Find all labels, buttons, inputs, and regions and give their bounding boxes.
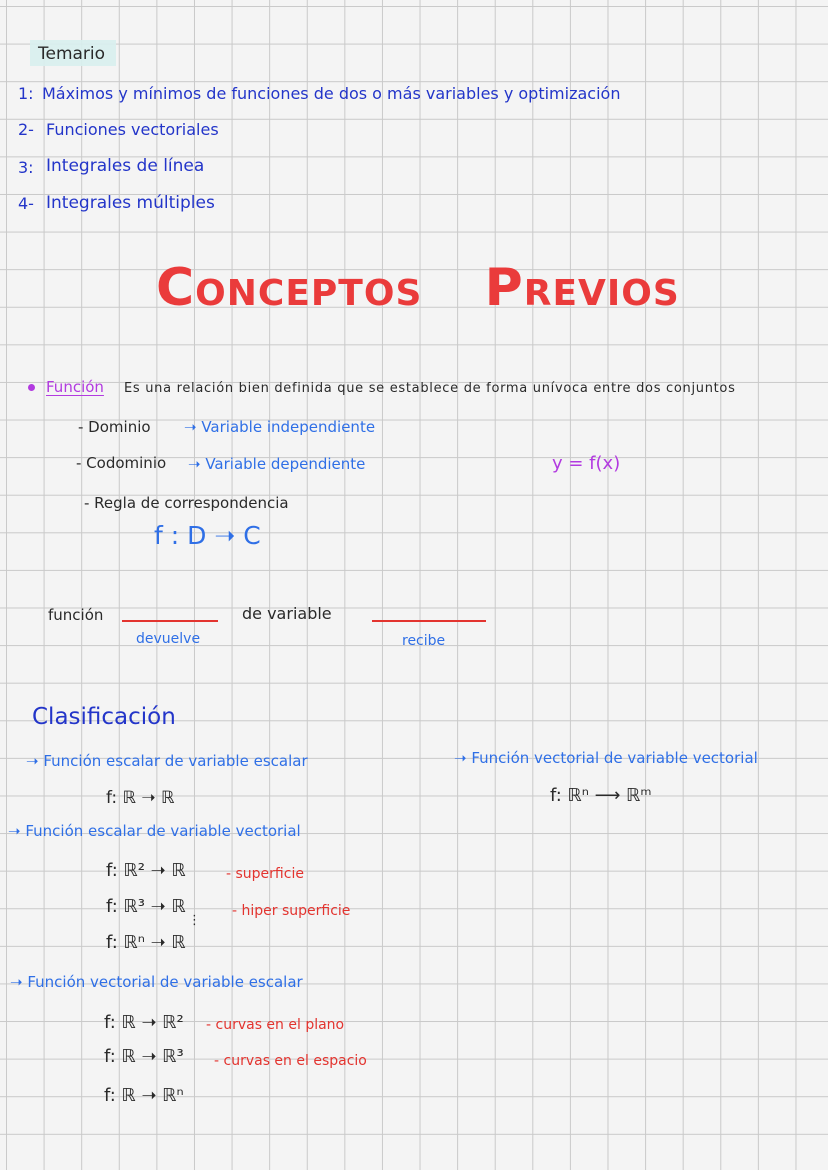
escalar-vectorial-title: ➝ Función escalar de variable vectorial xyxy=(8,822,301,840)
vectorial-escalar-title: ➝ Función vectorial de variable escalar xyxy=(10,973,303,991)
bullet-icon xyxy=(28,384,35,391)
ev-ellipsis: ⋮ xyxy=(188,913,201,928)
ev-formula-3: f: ℝⁿ ➝ ℝ xyxy=(106,932,186,953)
ev-note-1: - superficie xyxy=(226,866,304,882)
title-p2-big: P xyxy=(484,258,524,318)
codominio-label: - Codominio xyxy=(76,454,167,472)
regla-label: - Regla de correspondencia xyxy=(84,494,289,512)
escalar-escalar-formula: f: ℝ ➝ ℝ xyxy=(106,788,175,808)
vectorial-vectorial-title: ➝ Función vectorial de variable vectorial xyxy=(454,749,758,767)
yfx-formula: y = f(x) xyxy=(552,453,621,474)
devuelve-label: devuelve xyxy=(136,631,201,647)
blank-line-recibe xyxy=(372,620,486,622)
temario-item-4-num: 4- xyxy=(18,194,34,213)
funcion-word: función xyxy=(48,606,104,624)
title-p2-rest: REVIOS xyxy=(523,273,680,314)
title-p1-rest: ONCEPTOS xyxy=(195,273,423,314)
temario-heading: Temario xyxy=(38,44,106,64)
ev-formula-1: f: ℝ² ➝ ℝ xyxy=(106,860,186,881)
ve-note-2: - curvas en el espacio xyxy=(214,1053,367,1069)
temario-item-1: Máximos y mínimos de funciones de dos o más variables y optimización xyxy=(42,84,621,103)
recibe-label: recibe xyxy=(402,633,446,649)
clasificacion-heading: Clasificación xyxy=(32,704,176,730)
de-variable-text: de variable xyxy=(242,604,332,623)
temario-item-2-num: 2- xyxy=(18,120,34,139)
ve-note-1: - curvas en el plano xyxy=(206,1017,345,1033)
funcion-definition: Es una relación bien definida que se establece de forma unívoca entre dos conjuntos xyxy=(124,381,736,396)
temario-item-2: Funciones vectoriales xyxy=(46,120,219,139)
temario-item-3: Integrales de línea xyxy=(46,156,205,176)
correspondence-formula: f : D ➝ C xyxy=(154,521,261,550)
blank-line-devuelve xyxy=(122,620,218,622)
ev-note-2: - hiper superficie xyxy=(232,903,351,919)
escalar-escalar-title: ➝ Función escalar de variable escalar xyxy=(26,752,308,770)
page-title xyxy=(156,258,680,318)
temario-item-4: Integrales múltiples xyxy=(46,193,215,213)
ve-formula-1: f: ℝ ➝ ℝ² xyxy=(104,1012,184,1033)
dominio-arrow-text: ➝ Variable independiente xyxy=(184,418,376,436)
title-p1-big: C xyxy=(156,258,196,318)
temario-item-3-num: 3: xyxy=(18,158,34,177)
vectorial-vectorial-formula: f: ℝⁿ ⟶ ℝᵐ xyxy=(550,785,652,806)
ev-formula-2: f: ℝ³ ➝ ℝ xyxy=(106,896,186,917)
funcion-term: Función xyxy=(46,378,104,396)
temario-item-1-num: 1: xyxy=(18,84,34,103)
ve-formula-2: f: ℝ ➝ ℝ³ xyxy=(104,1046,184,1067)
dominio-label: - Dominio xyxy=(78,418,151,436)
ve-formula-3: f: ℝ ➝ ℝⁿ xyxy=(104,1085,184,1106)
codominio-arrow-text: ➝ Variable dependiente xyxy=(188,455,366,473)
